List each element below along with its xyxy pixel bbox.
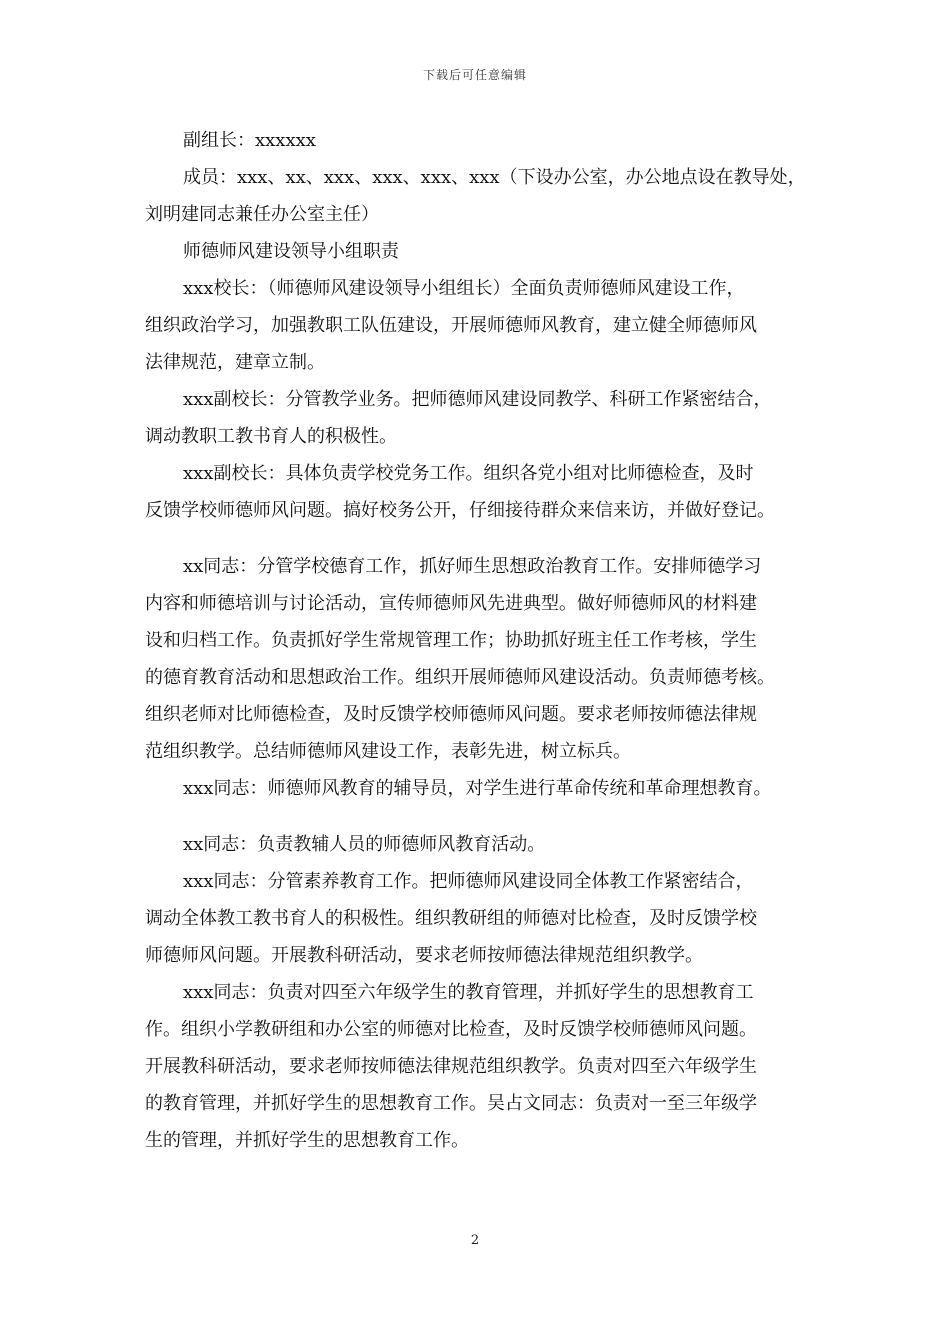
- text-line: 反馈学校师德师风问题。搞好校务公开，仔细接待群众来信来访，并做好登记。: [145, 500, 775, 521]
- page-header: 下载后可任意编辑: [422, 68, 527, 82]
- text-line: 作。组织小学教研组和办公室的师德对比检查，及时反馈学校师德师风问题。: [145, 1019, 757, 1040]
- text-line: 开展教科研活动，要求老师按师德法律规范组织教学。负责对四至六年级学生: [145, 1056, 757, 1077]
- text-line: 副组长：xxxxxx: [183, 130, 316, 151]
- text-line: 范组织教学。总结师德师风建设工作，表彰先进，树立标兵。: [145, 741, 631, 762]
- text-line: 组织政治学习，加强教职工队伍建设，开展师德师风教育，建立健全师德师风: [145, 315, 757, 336]
- text-line: xxx副校长：分管教学业务。把师德师风建设同教学、科研工作紧密结合，: [183, 389, 772, 410]
- text-line: xxx校长：（师德师风建设领导小组组长）全面负责师德师风建设工作，: [183, 278, 745, 299]
- text-line: 调动教职工教书育人的积极性。: [145, 426, 397, 447]
- section-heading: 师德师风建设领导小组职责: [183, 241, 399, 262]
- text-line: 的德育教育活动和思想政治工作。组织开展师德师风建设活动。负责师德考核。: [145, 667, 775, 688]
- text-line: 法律规范，建章立制。: [145, 352, 325, 373]
- text-line: xx同志：分管学校德育工作，抓好师生思想政治教育工作。安排师德学习: [183, 556, 762, 577]
- text-line: 成员：xxx、xx、xxx、xxx、xxx、xxx（下设办公室，办公地点设在教导处，: [183, 167, 806, 188]
- page-number: 2: [470, 1233, 480, 1248]
- text-line: xx同志：负责教辅人员的师德师风教育活动。: [183, 834, 546, 855]
- text-line: xxx副校长：具体负责学校党务工作。组织各党小组对比师德检查，及时: [183, 463, 754, 484]
- text-line: xxx同志：师德师风教育的辅导员，对学生进行革命传统和革命理想教育。: [183, 778, 772, 799]
- text-line: xxx同志：负责对四至六年级学生的教育管理，并抓好学生的思想教育工: [183, 982, 754, 1003]
- paragraph-gap: [145, 807, 821, 826]
- paragraph-gap: [145, 529, 821, 548]
- text-line: 刘明建同志兼任办公室主任）: [145, 204, 379, 225]
- text-line: 内容和师德培训与讨论活动，宣传师德师风先进典型。做好师德师风的材料建: [145, 593, 757, 614]
- text-line: 的教育管理，并抓好学生的思想教育工作。吴占文同志：负责对一至三年级学: [145, 1093, 757, 1114]
- text-line: 组织老师对比师德检查，及时反馈学校师德师风问题。要求老师按师德法律规: [145, 704, 757, 725]
- text-line: xxx同志：分管素养教育工作。把师德师风建设同全体教工作紧密结合，: [183, 871, 754, 892]
- text-line: 生的管理，并抓好学生的思想教育工作。: [145, 1130, 469, 1151]
- text-line: 设和归档工作。负责抓好学生常规管理工作；协助抓好班主任工作考核，学生: [145, 630, 757, 651]
- document-body: [145, 122, 821, 1159]
- text-line: 师德师风问题。开展教科研活动，要求老师按师德法律规范组织教学。: [145, 945, 703, 966]
- text-line: 调动全体教工教书育人的积极性。组织教研组的师德对比检查，及时反馈学校: [145, 908, 757, 929]
